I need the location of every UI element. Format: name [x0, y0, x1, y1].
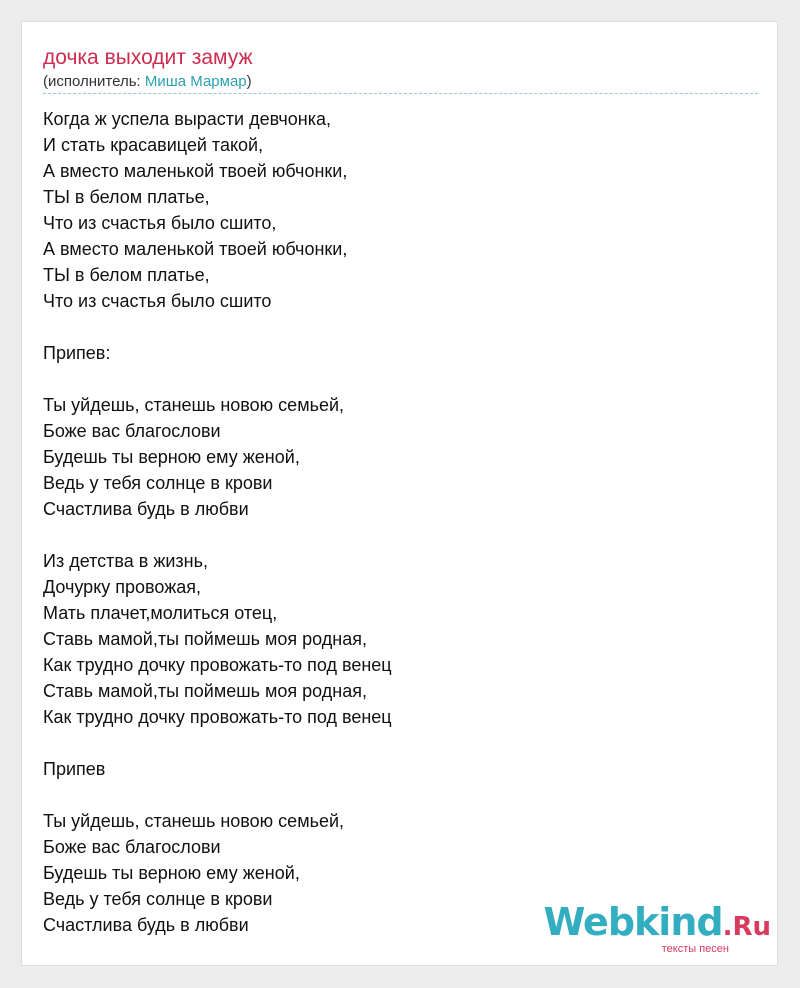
lyric-line: Когда ж успела вырасти девчонка,	[43, 109, 331, 129]
artist-suffix: )	[246, 73, 252, 90]
lyric-line: Счастлива будь в любви	[43, 499, 249, 519]
lyric-line: Из детства в жизнь,	[43, 551, 208, 571]
lyrics-stanza	[43, 392, 743, 522]
lyric-line: ТЫ в белом платье,	[43, 265, 210, 285]
lyric-line: Дочурку провожая,	[43, 577, 202, 597]
lyric-line: Будешь ты верною ему женой,	[43, 447, 300, 467]
logo-wordmark	[543, 902, 771, 947]
lyric-line: Как трудно дочку провожать-то под венец	[43, 655, 392, 675]
artist-prefix: (исполнитель:	[43, 73, 145, 90]
logo-tld: .Ru	[722, 912, 771, 942]
lyric-line: Будешь ты верною ему женой,	[43, 863, 300, 883]
lyric-line: Боже вас благослови	[43, 837, 221, 857]
lyric-line: ТЫ в белом платье,	[43, 187, 210, 207]
song-title: дочка выходит замуж	[43, 46, 253, 69]
logo-main-text: Webkind	[543, 900, 723, 944]
lyric-line: Ведь у тебя солнце в крови	[43, 473, 273, 493]
webkind-logo[interactable]	[543, 902, 771, 955]
lyric-line: Припев:	[43, 343, 111, 363]
lyric-line: Ведь у тебя солнце в крови	[43, 889, 273, 909]
lyrics-card	[21, 21, 778, 966]
lyric-line: Припев	[43, 759, 106, 779]
title-divider	[43, 93, 758, 94]
lyrics-stanza	[43, 340, 743, 366]
lyric-line: Мать плачет,молиться отец,	[43, 603, 278, 623]
lyric-line: Ставь мамой,ты поймешь моя родная,	[43, 629, 367, 649]
artist-link[interactable]: Миша Мармар	[144, 73, 247, 90]
logo-subtitle: тексты песен	[661, 943, 729, 955]
lyrics-stanza	[43, 548, 743, 730]
lyric-line: Что из счастья было сшито,	[43, 213, 277, 233]
lyric-line: Как трудно дочку провожать-то под венец	[43, 707, 392, 727]
lyric-line: Что из счастья было сшито	[43, 291, 272, 311]
lyrics-stanza	[43, 756, 743, 782]
lyric-line: Ты уйдешь, станешь новою семьей,	[43, 395, 345, 415]
lyrics-stanza	[43, 106, 743, 314]
lyric-line: Счастлива будь в любви	[43, 915, 249, 935]
artist-line	[43, 72, 252, 92]
lyric-line: Ты уйдешь, станешь новою семьей,	[43, 811, 345, 831]
lyric-line: Боже вас благослови	[43, 421, 221, 441]
lyric-line: А вместо маленькой твоей юбчонки,	[43, 239, 348, 259]
lyric-line: Ставь мамой,ты поймешь моя родная,	[43, 681, 367, 701]
lyrics-text	[43, 106, 743, 964]
lyric-line: И стать красавицей такой,	[43, 135, 264, 155]
lyric-line: А вместо маленькой твоей юбчонки,	[43, 161, 348, 181]
